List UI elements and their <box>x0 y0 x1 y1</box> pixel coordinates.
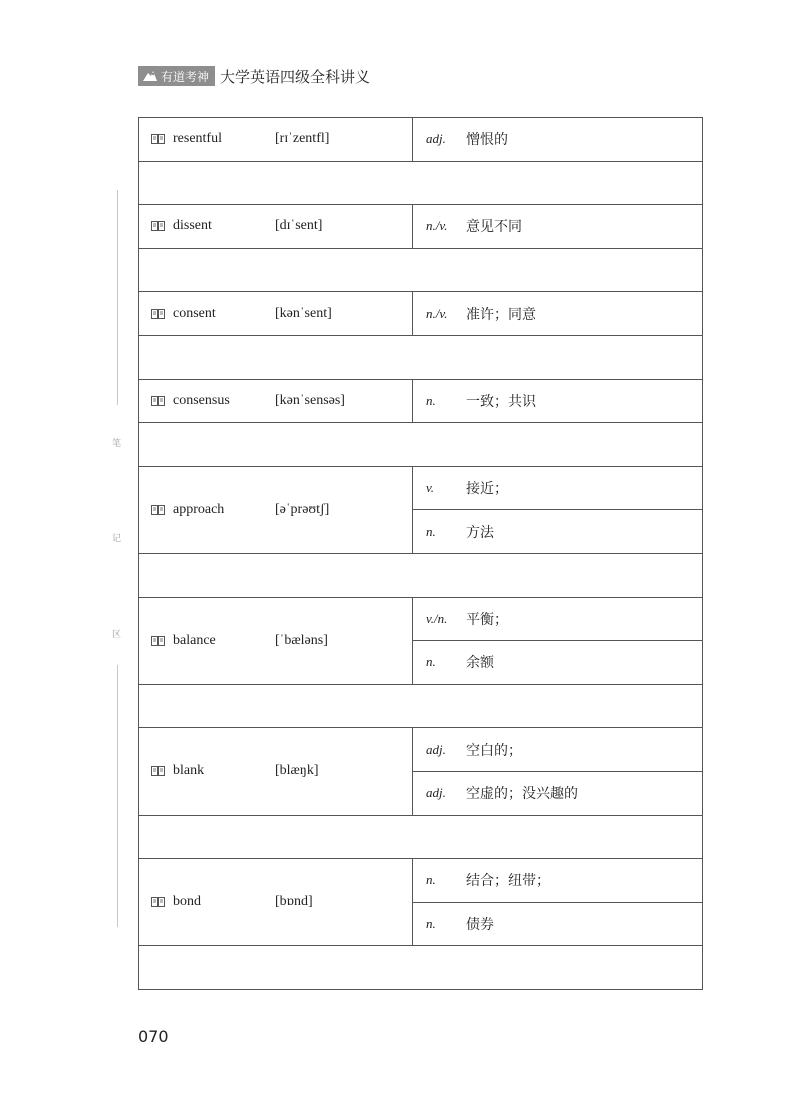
word-cell <box>139 728 413 815</box>
table-row <box>139 466 703 510</box>
word-cell <box>139 597 413 684</box>
blank-note-row <box>139 553 703 597</box>
blank-note-row <box>139 161 703 205</box>
blank-note-cell <box>139 423 703 467</box>
word-cell <box>139 379 413 423</box>
phonetic: [ˈbæləns] <box>275 632 328 648</box>
meaning: 接近； <box>466 481 508 498</box>
blank-note-row <box>139 248 703 292</box>
book-icon <box>151 396 165 406</box>
phonetic: [kənˈsensəs] <box>275 392 345 408</box>
phonetic: [əˈprəʊtʃ] <box>275 501 330 517</box>
part-of-speech: v./n. <box>426 610 448 626</box>
side-note-char-3: 区 <box>112 630 122 640</box>
definition-cell <box>413 379 703 423</box>
meaning: 意见不同 <box>466 219 522 236</box>
meaning: 准许；同意 <box>466 306 536 323</box>
blank-note-cell <box>139 684 703 728</box>
page-number: 070 <box>138 1027 169 1046</box>
phonetic: [dɪˈsent] <box>275 218 323 234</box>
brand-badge <box>138 66 215 86</box>
side-note-line-bottom <box>117 665 118 927</box>
side-note-line-top <box>117 190 118 405</box>
vocabulary-table <box>138 117 703 990</box>
book-icon <box>151 309 165 319</box>
word: blank <box>173 763 205 779</box>
meaning: 平衡； <box>466 611 508 628</box>
part-of-speech: adj. <box>426 741 446 757</box>
phonetic: [rɪˈzentfl] <box>275 131 330 147</box>
word-cell <box>139 466 413 553</box>
word: bond <box>173 894 201 910</box>
word: consensus <box>173 392 230 408</box>
table-row <box>139 728 703 772</box>
table-row <box>139 205 703 249</box>
word-cell <box>139 859 413 946</box>
meaning: 空白的； <box>466 742 522 759</box>
definition-cell <box>413 641 703 685</box>
book-icon <box>151 505 165 515</box>
blank-note-cell <box>139 248 703 292</box>
part-of-speech: n. <box>426 392 436 408</box>
phonetic: [blæŋk] <box>275 763 319 779</box>
meaning: 结合；纽带； <box>466 873 550 890</box>
header-title: 大学英语四级全科讲义 <box>220 67 371 86</box>
book-icon <box>151 636 165 646</box>
table-row <box>139 859 703 903</box>
blank-note-cell <box>139 161 703 205</box>
definition-cell <box>413 205 703 249</box>
owl-logo-icon <box>142 69 158 83</box>
part-of-speech: n./v. <box>426 305 448 321</box>
blank-note-cell <box>139 946 703 990</box>
blank-note-row <box>139 684 703 728</box>
blank-note-cell <box>139 553 703 597</box>
blank-note-row <box>139 815 703 859</box>
table-row <box>139 292 703 336</box>
part-of-speech: n. <box>426 915 436 931</box>
definition-cell <box>413 902 703 946</box>
book-icon <box>151 766 165 776</box>
word: balance <box>173 632 216 648</box>
definition-cell <box>413 292 703 336</box>
part-of-speech: adj. <box>426 785 446 801</box>
table-row <box>139 118 703 162</box>
table-row <box>139 597 703 641</box>
definition-cell <box>413 597 703 641</box>
meaning: 空虚的；没兴趣的 <box>466 786 578 803</box>
word: dissent <box>173 218 212 234</box>
definition-cell <box>413 510 703 554</box>
word-cell <box>139 205 413 249</box>
meaning: 方法 <box>466 524 494 541</box>
phonetic: [kənˈsent] <box>275 305 332 321</box>
part-of-speech: n. <box>426 654 436 670</box>
word: approach <box>173 501 225 517</box>
table-row <box>139 379 703 423</box>
word-cell <box>139 118 413 162</box>
definition-cell <box>413 859 703 903</box>
side-note-char-2: 记 <box>112 534 122 544</box>
book-icon <box>151 221 165 231</box>
definition-cell <box>413 728 703 772</box>
word: consent <box>173 305 216 321</box>
meaning: 债券 <box>466 916 494 933</box>
part-of-speech: n. <box>426 872 436 888</box>
page-header <box>138 66 370 86</box>
word-cell <box>139 292 413 336</box>
blank-note-row <box>139 946 703 990</box>
phonetic: [bɒnd] <box>275 894 313 910</box>
meaning: 余额 <box>466 655 494 672</box>
part-of-speech: v. <box>426 480 435 496</box>
book-icon <box>151 134 165 144</box>
book-icon <box>151 897 165 907</box>
definition-cell <box>413 118 703 162</box>
meaning: 一致；共识 <box>466 393 536 410</box>
blank-note-row <box>139 335 703 379</box>
brand-name: 有道考神 <box>161 69 210 84</box>
definition-cell <box>413 771 703 815</box>
part-of-speech: n./v. <box>426 218 448 234</box>
part-of-speech: n. <box>426 523 436 539</box>
word: resentful <box>173 131 222 147</box>
part-of-speech: adj. <box>426 131 446 147</box>
meaning: 憎恨的 <box>466 132 508 149</box>
side-note-char-1: 笔 <box>112 439 122 449</box>
definition-cell <box>413 466 703 510</box>
blank-note-cell <box>139 815 703 859</box>
blank-note-cell <box>139 335 703 379</box>
blank-note-row <box>139 423 703 467</box>
